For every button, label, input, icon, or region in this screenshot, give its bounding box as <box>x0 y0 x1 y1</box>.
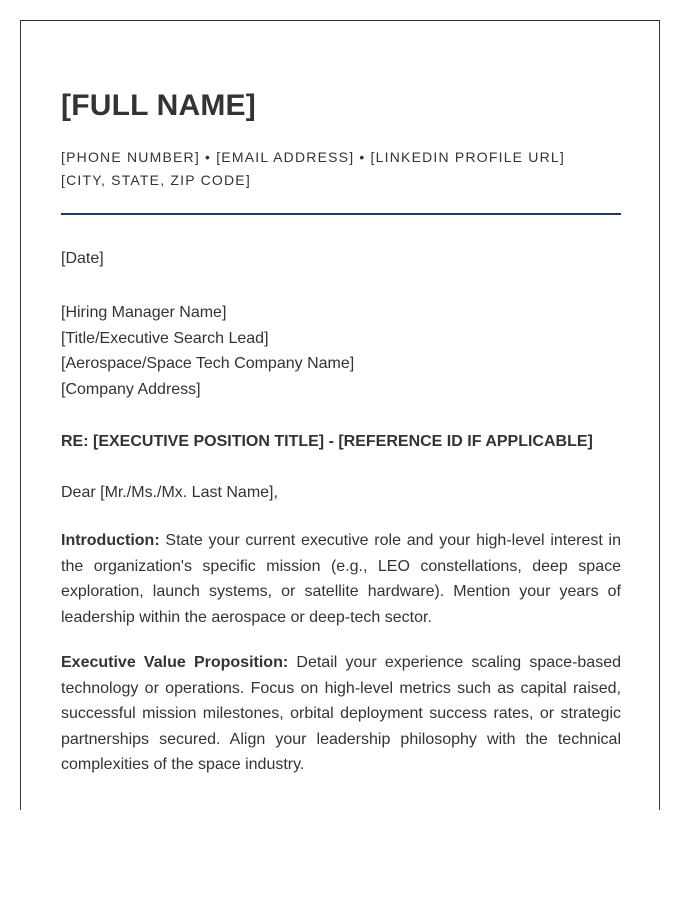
header-divider <box>61 213 621 215</box>
recipient-title: [Title/Executive Search Lead] <box>61 329 269 347</box>
value-proposition-text: Detail your experience scaling space-based technology or operations. Focus on high-level metrics such as capital raised, successful mission milestones, orbital deployment success rates, or strategic partnerships secured. Align your leadership philosophy with the technical complexities of the space industry. <box>61 654 621 773</box>
recipient-address: [Company Address] <box>61 380 201 398</box>
letter-content <box>61 88 621 778</box>
greeting: Dear [Mr./Ms./Mx. Last Name], <box>61 484 278 501</box>
value-proposition-paragraph <box>61 650 621 778</box>
value-proposition-label: Executive Value Proposition: <box>61 654 289 671</box>
contact-block <box>61 146 621 192</box>
recipient-company: [Aerospace/Space Tech Company Name] <box>61 355 355 372</box>
full-name-heading: [FULL NAME] <box>61 89 256 122</box>
recipient-block <box>61 300 621 402</box>
letter-date: [Date] <box>61 250 104 267</box>
contact-line-2: [CITY, STATE, ZIP CODE] <box>61 172 251 188</box>
letter-page <box>20 20 660 810</box>
introduction-paragraph <box>61 528 621 630</box>
introduction-text: State your current executive role and your high-level interest in the organization's specific mission (e.g., LEO constellations, deep space exploration, launch systems, or satellite hardware). Mention your years of leadership within the aerospace or deep-tech sector. <box>61 532 621 626</box>
recipient-name: [Hiring Manager Name] <box>61 304 227 321</box>
contact-line-1: [PHONE NUMBER] • [EMAIL ADDRESS] • [LINKEDIN PROFILE URL] <box>61 149 565 165</box>
subject-line: RE: [EXECUTIVE POSITION TITLE] - [REFERENCE ID IF APPLICABLE] <box>61 433 593 450</box>
introduction-label: Introduction: <box>61 532 160 549</box>
